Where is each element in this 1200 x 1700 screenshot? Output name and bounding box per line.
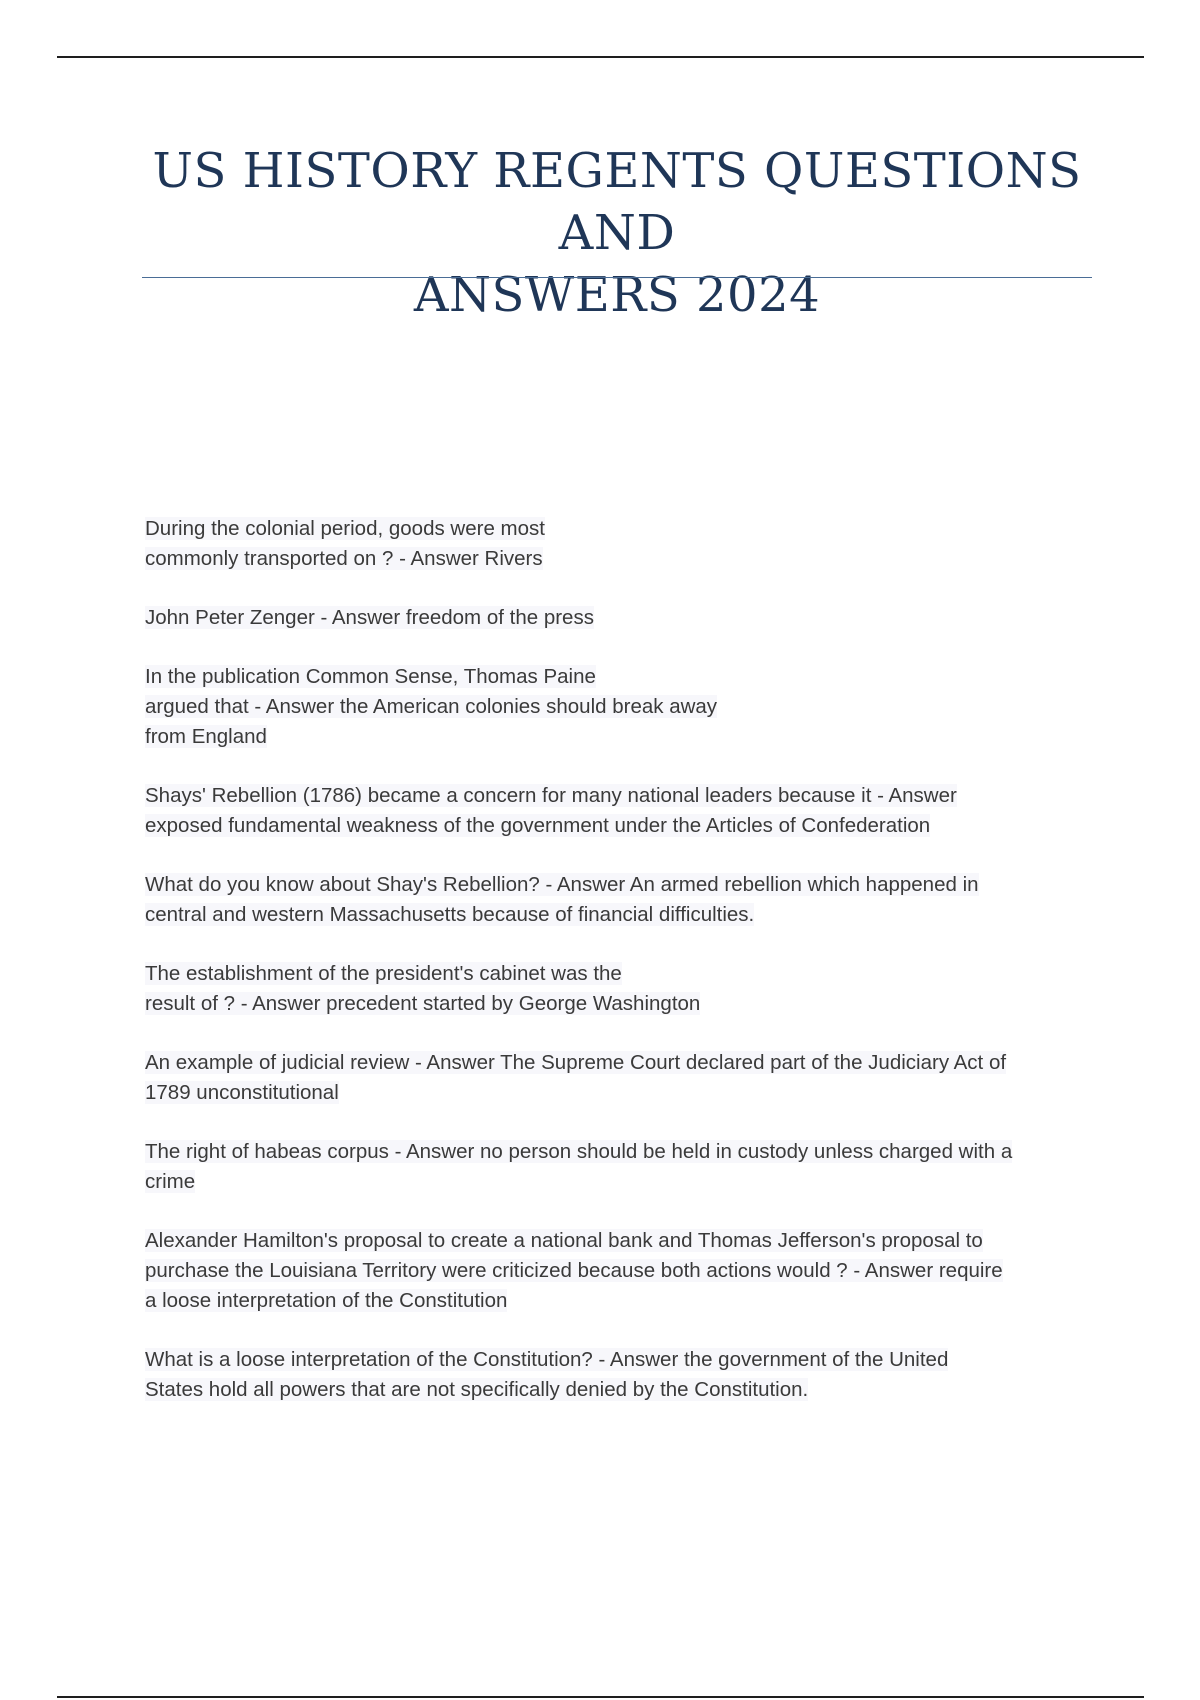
qa-line: During the colonial period, goods were most [145, 517, 545, 540]
qa-item [145, 514, 1090, 574]
qa-item [145, 603, 1090, 633]
qa-line: John Peter Zenger - Answer freedom of the press [145, 606, 594, 629]
qa-line: commonly transported on ? - Answer Rivers [145, 547, 543, 570]
qa-list [145, 514, 1090, 1434]
qa-line: Alexander Hamilton's proposal to create a national bank and Thomas Jefferson's proposal to [145, 1229, 983, 1252]
document-title [142, 140, 1092, 326]
qa-line: crime [145, 1170, 196, 1193]
qa-item [145, 781, 1090, 841]
document-title-line-2: ANSWERS 2024 [413, 267, 821, 323]
qa-line: purchase the Louisiana Territory were criticized because both actions would ? - Answer require [145, 1259, 1003, 1282]
qa-line: An example of judicial review - Answer The Supreme Court declared part of the Judiciary Act of [145, 1051, 1007, 1074]
page-bottom-rule [57, 1696, 1144, 1698]
qa-line: argued that - Answer the American colonies should break away [145, 695, 718, 718]
qa-item [145, 1048, 1090, 1108]
title-underline-rule [142, 277, 1092, 278]
qa-line: What is a loose interpretation of the Constitution? - Answer the government of the United [145, 1348, 949, 1371]
qa-line: central and western Massachusetts because of financial difficulties. [145, 903, 755, 926]
qa-line: 1789 unconstitutional [145, 1081, 339, 1104]
document-title-line-1: US HISTORY REGENTS QUESTIONS AND [152, 143, 1082, 261]
qa-item [145, 870, 1090, 930]
qa-line: States hold all powers that are not specifically denied by the Constitution. [145, 1378, 809, 1401]
qa-line: What do you know about Shay's Rebellion? - Answer An armed rebellion which happened in [145, 873, 979, 896]
qa-line: Shays' Rebellion (1786) became a concern for many national leaders because it - Answer [145, 784, 957, 807]
qa-line: The right of habeas corpus - Answer no person should be held in custody unless charged with a [145, 1140, 1013, 1163]
qa-item [145, 959, 1090, 1019]
qa-item [145, 662, 1090, 752]
qa-item [145, 1226, 1090, 1316]
qa-item [145, 1137, 1090, 1197]
qa-item [145, 1345, 1090, 1405]
qa-line: The establishment of the president's cabinet was the [145, 962, 622, 985]
qa-line: from England [145, 725, 267, 748]
qa-line: exposed fundamental weakness of the government under the Articles of Confederation [145, 814, 931, 837]
qa-line: a loose interpretation of the Constitution [145, 1289, 508, 1312]
qa-line: In the publication Common Sense, Thomas Paine [145, 665, 596, 688]
qa-line: result of ? - Answer precedent started by George Washington [145, 992, 701, 1015]
page-top-rule [57, 56, 1144, 58]
